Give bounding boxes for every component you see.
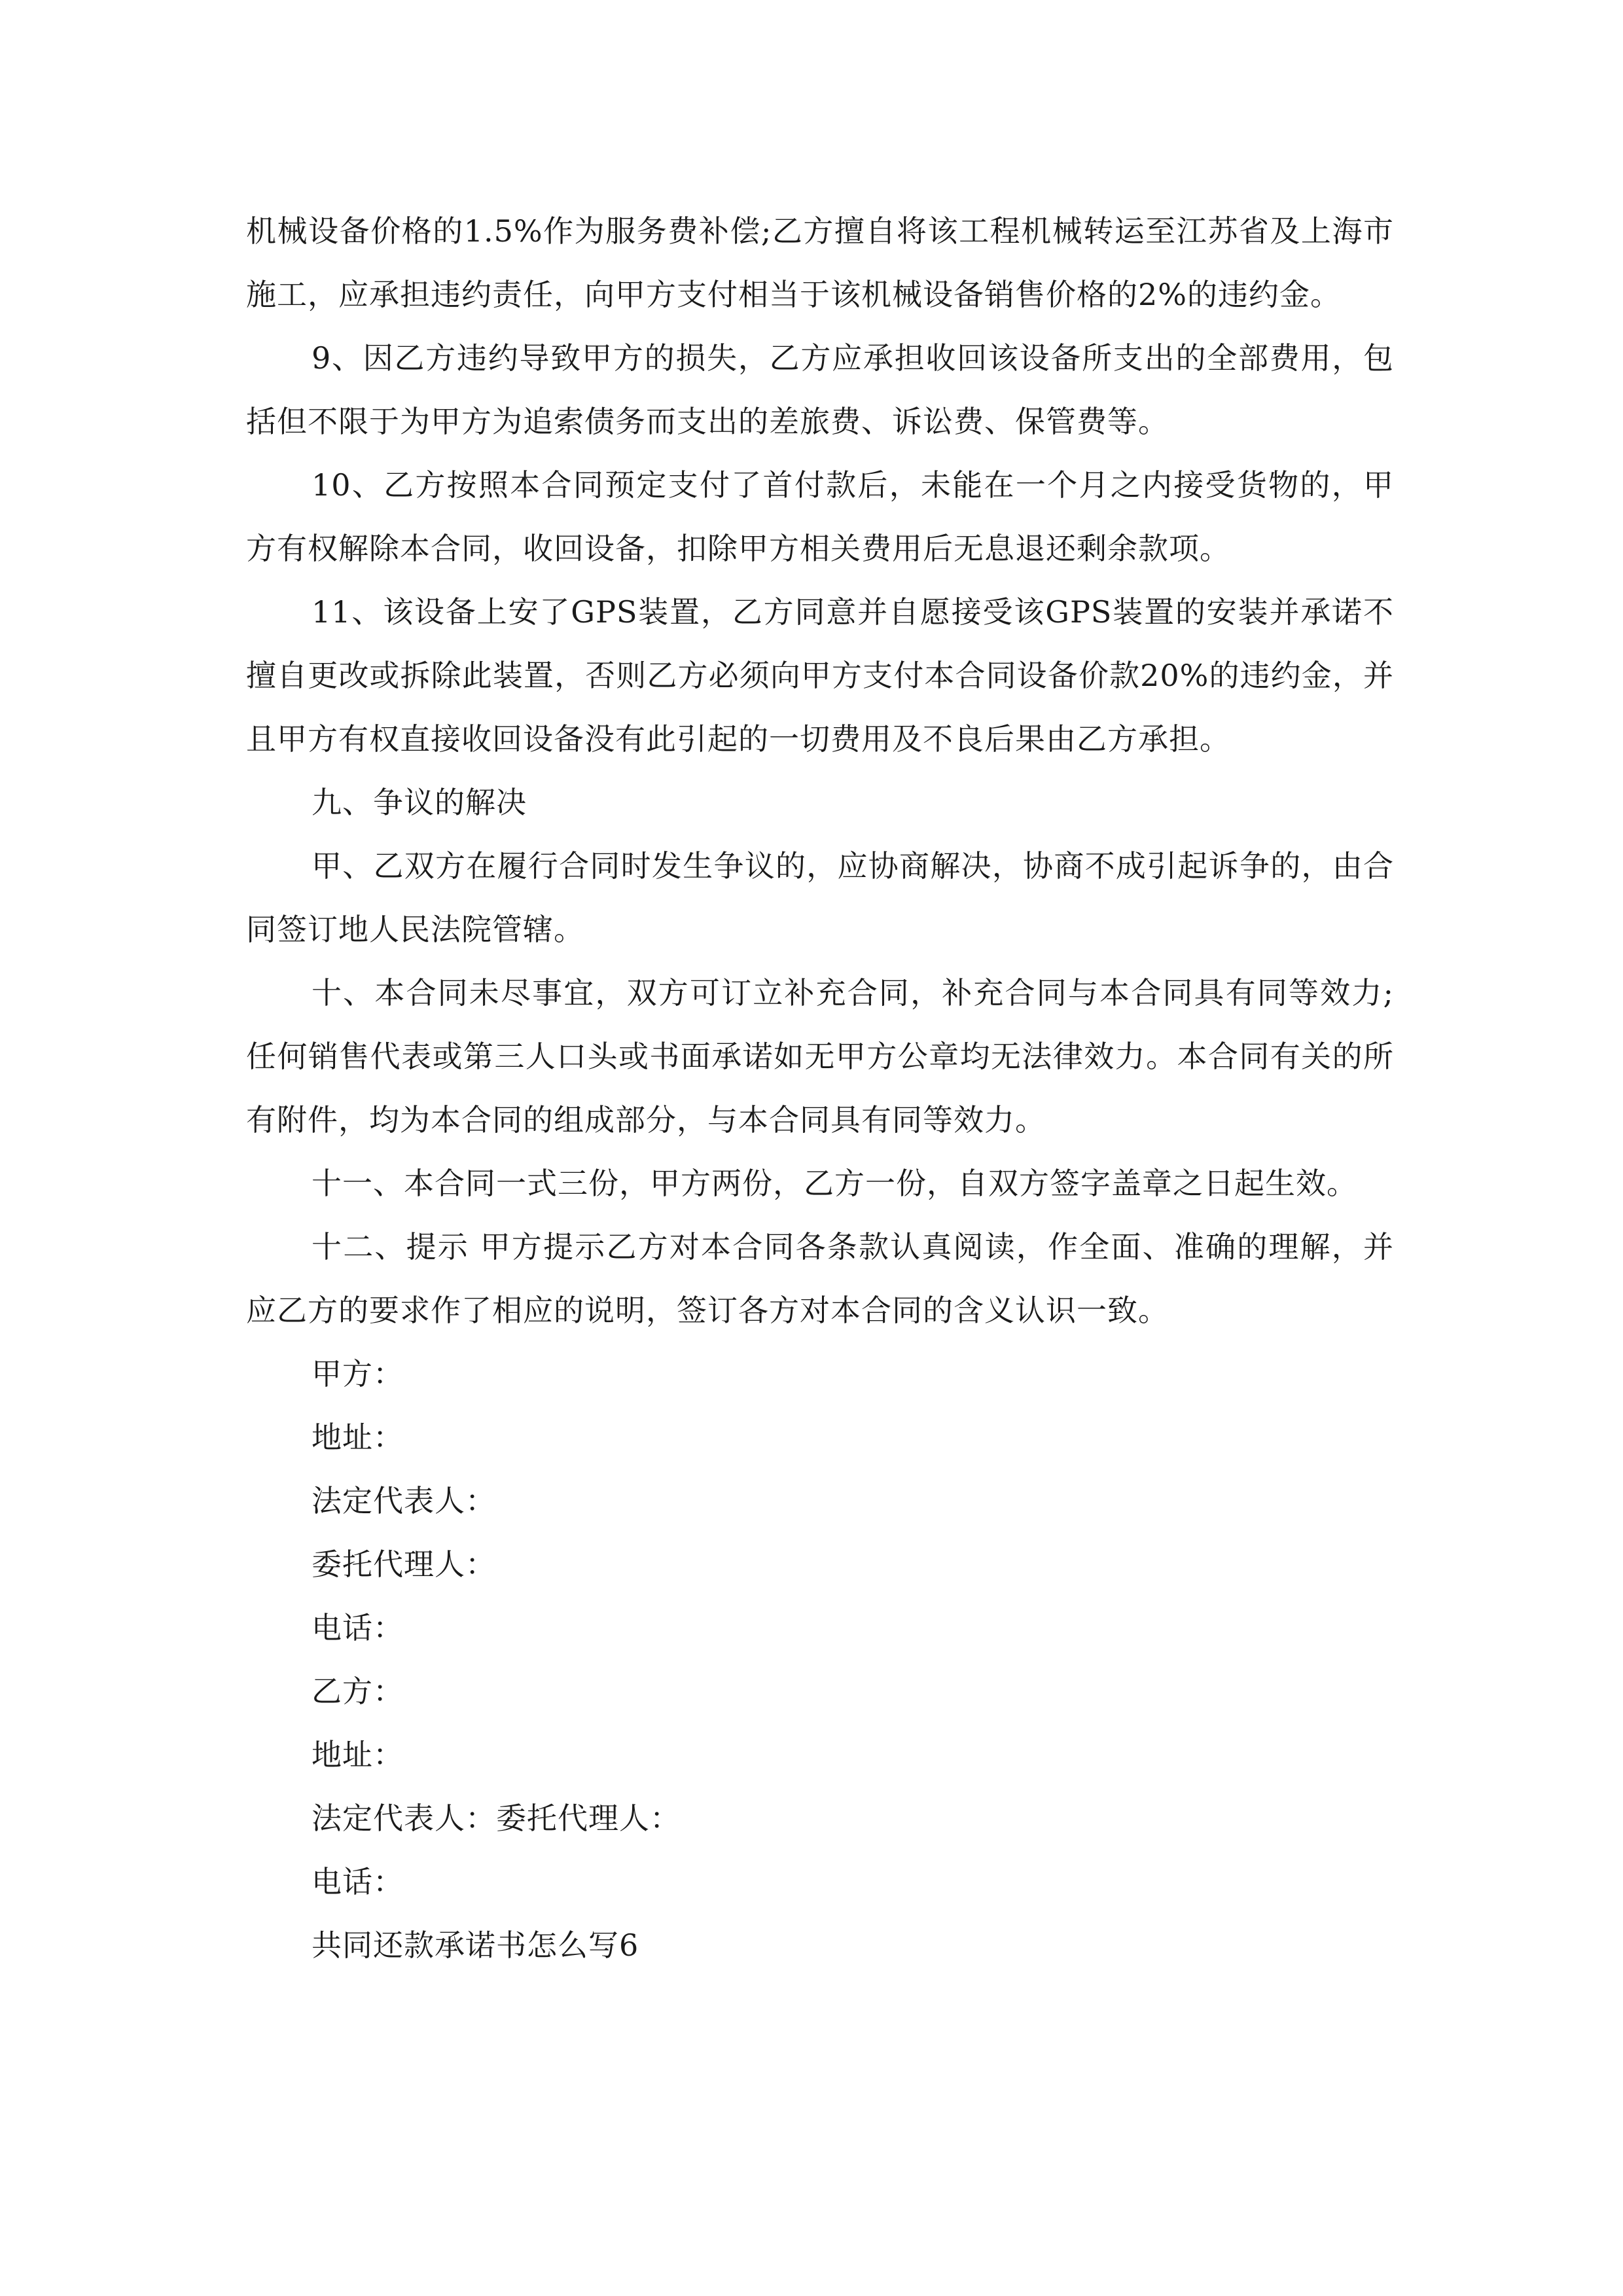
next-section-title: 共同还款承诺书怎么写6 — [312, 1928, 639, 1963]
clause-9: 9、因乙方违约导致甲方的损失，乙方应承担收回该设备所支出的全部费用，包括但不限于为甲方为追索债务而支出的差旅费、诉讼费、保管费等。 — [246, 340, 1394, 439]
party-b-address-label: 地址： — [312, 1737, 404, 1772]
party-a-label: 甲方： — [312, 1356, 404, 1391]
party-a-legal-rep-label: 法定代表人： — [312, 1483, 496, 1518]
party-a-agent-label: 委托代理人： — [312, 1547, 496, 1582]
section-12-text: 十二、提示 甲方提示乙方对本合同各条款认真阅读，作全面、准确的理解，并应乙方的要求作了相应的说明，签订各方对本合同的含义认识一致。 — [246, 1229, 1394, 1328]
section-11-text: 十一、本合同一式三份，甲方两份，乙方一份，自双方签字盖章之日起生效。 — [312, 1166, 1357, 1201]
paragraph-continuation: 机械设备价格的1.5%作为服务费补偿;乙方擅自将该工程机械转运至江苏省及上海市施工，应承担违约责任，向甲方支付相当于该机械设备销售价格的2%的违约金。 — [246, 213, 1394, 312]
party-a-phone-label: 电话： — [312, 1610, 404, 1645]
party-b-rep-agent-label: 法定代表人：委托代理人： — [312, 1801, 681, 1836]
clause-11: 11、该设备上安了GPS装置，乙方同意并自愿接受该GPS装置的安装并承诺不擅自更改或拆除此装置，否则乙方必须向甲方支付本合同设备价款20%的违约金，并且甲方有权直接收回设备没有此引起的一切费用及不良后果由乙方承担。 — [246, 594, 1394, 757]
party-a-address-label: 地址： — [312, 1420, 404, 1455]
party-b-label: 乙方： — [312, 1674, 404, 1709]
clause-10: 10、乙方按照本合同预定支付了首付款后，未能在一个月之内接受货物的，甲方有权解除本合同，收回设备，扣除甲方相关费用后无息退还剩余款项。 — [246, 467, 1394, 566]
party-b-phone-label: 电话： — [312, 1864, 404, 1899]
section-heading-dispute: 九、争议的解决 — [312, 785, 527, 820]
section-10-text: 十、本合同未尽事宜，双方可订立补充合同，补充合同与本合同具有同等效力;任何销售代表或第三人口头或书面承诺如无甲方公章均无法律效力。本合同有关的所有附件，均为本合同的组成部分，与本合同具有同等效力。 — [246, 975, 1394, 1138]
document-body — [246, 200, 1394, 1977]
dispute-resolution-text: 甲、乙双方在履行合同时发生争议的，应协商解决，协商不成引起诉争的，由合同签订地人民法院管辖。 — [246, 848, 1394, 947]
